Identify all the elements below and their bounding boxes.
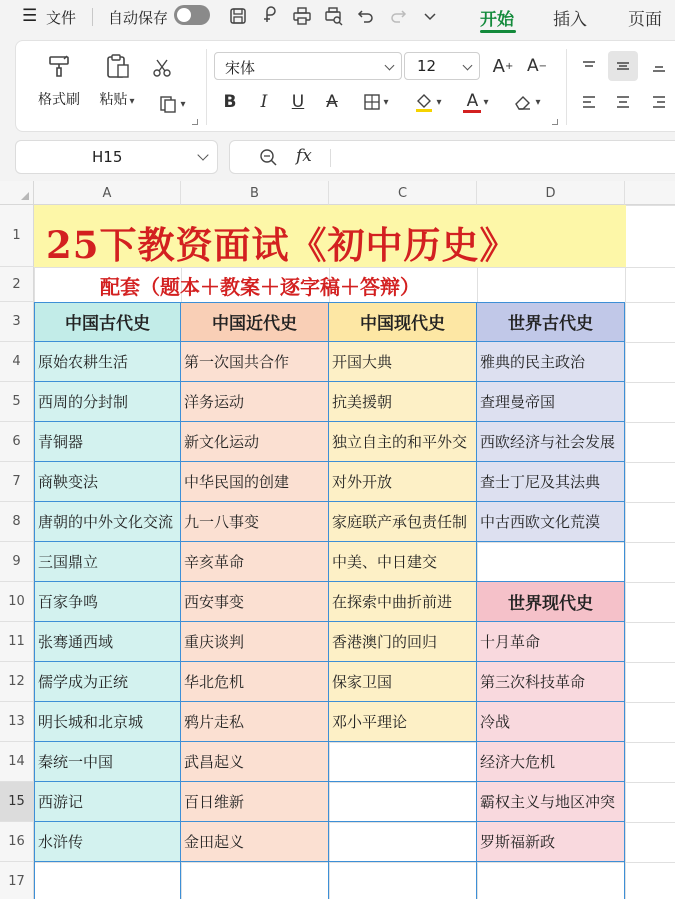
row-header-6[interactable]: 6	[0, 422, 34, 462]
export-icon[interactable]	[258, 4, 282, 28]
data-cell[interactable]: 抗美援朝	[329, 382, 477, 422]
sheet-title: 25下教资面试《初中历史》	[46, 223, 518, 267]
data-cell[interactable]: 秦统一中国	[34, 742, 181, 782]
data-cell[interactable]: 青铜器	[34, 422, 181, 462]
bold-icon[interactable]: B	[223, 92, 237, 112]
hamburger-icon[interactable]: ☰	[22, 6, 38, 26]
file-menu[interactable]: 文件	[46, 9, 77, 27]
clear-format-icon[interactable]: ▾	[506, 89, 548, 115]
data-cell[interactable]	[329, 862, 477, 899]
menu-bar	[0, 0, 675, 34]
tab-home-underline	[480, 30, 516, 33]
fx-icon[interactable]: fx	[296, 146, 312, 166]
column-title-cell[interactable]: 中国古代史	[34, 302, 181, 342]
column-title-cell[interactable]: 世界古代史	[477, 302, 625, 342]
autosave-toggle[interactable]	[174, 5, 210, 25]
column-title-cell[interactable]: 中国现代史	[329, 302, 477, 342]
format-painter-icon	[46, 53, 72, 79]
row-header-15[interactable]: 15	[0, 782, 34, 822]
autosave-label: 自动保存	[108, 9, 169, 27]
column-title-cell[interactable]: 世界现代史	[477, 582, 625, 622]
align-left-icon[interactable]	[576, 89, 602, 115]
align-bottom-icon[interactable]	[646, 53, 672, 79]
data-cell[interactable]: 新文化运动	[181, 422, 329, 462]
data-cell[interactable]: 张骞通西域	[34, 622, 181, 662]
row-header-16[interactable]: 16	[0, 822, 34, 862]
data-cell[interactable]: 香港澳门的回归	[329, 622, 477, 662]
menu-separator	[92, 8, 93, 26]
row-header-17[interactable]: 17	[0, 862, 34, 899]
row-header-1[interactable]: 1	[0, 205, 34, 267]
data-cell[interactable]: 独立自主的和平外交	[329, 422, 477, 462]
formula-separator	[330, 149, 331, 167]
data-cell[interactable]	[477, 862, 625, 899]
font-size-chevron-icon	[463, 61, 473, 71]
data-cell[interactable]	[181, 862, 329, 899]
align-right-icon[interactable]	[646, 89, 672, 115]
row-header-2[interactable]: 2	[0, 267, 34, 302]
data-cell[interactable]: 在探索中曲折前进	[329, 582, 477, 622]
data-cell[interactable]: 查理曼帝国	[477, 382, 625, 422]
row-header-10[interactable]: 10	[0, 582, 34, 622]
data-cell[interactable]: 第一次国共合作	[181, 342, 329, 382]
save-icon[interactable]	[226, 4, 250, 28]
name-box-value: H15	[92, 148, 123, 166]
data-cell[interactable]: 罗斯福新政	[477, 822, 625, 862]
data-cell[interactable]: 唐朝的中外文化交流	[34, 502, 181, 542]
font-launcher-icon[interactable]	[552, 119, 558, 125]
row-header-11[interactable]: 11	[0, 622, 34, 662]
paste-label	[92, 89, 142, 109]
redo-icon[interactable]	[386, 4, 410, 28]
data-cell[interactable]	[34, 862, 181, 899]
row-header-9[interactable]: 9	[0, 542, 34, 582]
data-cell[interactable]: 原始农耕生活	[34, 342, 181, 382]
zoom-icon[interactable]	[258, 147, 278, 171]
row-header-12[interactable]: 12	[0, 662, 34, 702]
paste-label-text: 粘贴	[99, 92, 128, 108]
gridline	[625, 205, 626, 899]
align-top-icon[interactable]	[576, 53, 602, 79]
formula-bar[interactable]	[229, 140, 675, 174]
data-cell[interactable]: 武昌起义	[181, 742, 329, 782]
row-header-14[interactable]: 14	[0, 742, 34, 782]
column-header-d[interactable]: D	[477, 181, 625, 205]
data-cell[interactable]: 中古西欧文化荒漠	[477, 502, 625, 542]
font-size-select[interactable]	[404, 52, 480, 80]
font-name-chevron-icon	[385, 61, 395, 71]
data-cell[interactable]: 保家卫国	[329, 662, 477, 702]
paste-button[interactable]	[92, 53, 142, 109]
cut-icon[interactable]	[148, 55, 176, 81]
data-cell[interactable]: 开国大典	[329, 342, 477, 382]
fill-color-icon[interactable]: ▾	[408, 89, 448, 115]
data-cell[interactable]: 百日维新	[181, 782, 329, 822]
borders-icon[interactable]: ▾	[356, 89, 396, 115]
data-cell[interactable]: 三国鼎立	[34, 542, 181, 582]
data-cell[interactable]: 华北危机	[181, 662, 329, 702]
ribbon-separator	[566, 49, 567, 125]
column-header-c[interactable]: C	[329, 181, 477, 205]
row-header-3[interactable]: 3	[0, 302, 34, 342]
row-header-8[interactable]: 8	[0, 502, 34, 542]
data-cell[interactable]: 中美、中日建交	[329, 542, 477, 582]
data-cell[interactable]: 洋务运动	[181, 382, 329, 422]
align-center-icon[interactable]	[610, 89, 636, 115]
select-all-corner[interactable]	[0, 181, 34, 205]
data-cell[interactable]: 家庭联产承包责任制	[329, 502, 477, 542]
tab-page[interactable]: 页面	[628, 10, 662, 30]
data-cell[interactable]: 经济大危机	[477, 742, 625, 782]
increase-font-icon[interactable]: A +	[492, 55, 514, 77]
copy-icon[interactable]: ▾	[152, 91, 192, 117]
data-cell[interactable]: 儒学成为正统	[34, 662, 181, 702]
data-cell[interactable]: 明长城和北京城	[34, 702, 181, 742]
row-header-4[interactable]: 4	[0, 342, 34, 382]
data-cell[interactable]: 重庆谈判	[181, 622, 329, 662]
data-cell[interactable]: 对外开放	[329, 462, 477, 502]
strikethrough-icon[interactable]: A	[326, 92, 338, 112]
format-painter-label: 格式刷	[38, 92, 80, 108]
data-cell[interactable]: 中华民国的创建	[181, 462, 329, 502]
ribbon-toolbar	[15, 40, 675, 132]
sheet-subtitle: 配套（题本＋教案＋逐字稿＋答辩）	[100, 275, 420, 299]
print-preview-icon[interactable]	[322, 4, 346, 28]
font-name-value: 宋体	[225, 59, 256, 77]
data-cell[interactable]: 霸权主义与地区冲突	[477, 782, 625, 822]
font-name-select[interactable]	[214, 52, 402, 80]
data-cell[interactable]: 冷战	[477, 702, 625, 742]
data-cell[interactable]: 九一八事变	[181, 502, 329, 542]
row-header-7[interactable]: 7	[0, 462, 34, 502]
chevron-down-icon[interactable]	[418, 4, 442, 28]
clipboard-launcher-icon[interactable]	[192, 119, 198, 125]
row-header-5[interactable]: 5	[0, 382, 34, 422]
data-cell[interactable]	[329, 822, 477, 862]
ribbon-separator	[206, 49, 207, 125]
data-cell[interactable]: 西欧经济与社会发展	[477, 422, 625, 462]
data-cell[interactable]	[329, 742, 477, 782]
paste-caret-icon[interactable]: ▾	[129, 96, 135, 107]
font-color-icon[interactable]: A ▾	[456, 89, 496, 115]
data-cell[interactable]: 雅典的民主政治	[477, 342, 625, 382]
italic-icon[interactable]: I	[260, 92, 268, 112]
data-cell[interactable]: 西周的分封制	[34, 382, 181, 422]
column-header-b[interactable]: B	[181, 181, 329, 205]
data-cell[interactable]: 水浒传	[34, 822, 181, 862]
paste-icon	[104, 53, 130, 79]
data-cell[interactable]: 西安事变	[181, 582, 329, 622]
data-cell[interactable]: 百家争鸣	[34, 582, 181, 622]
data-cell[interactable]: 鸦片走私	[181, 702, 329, 742]
column-header-e[interactable]	[625, 181, 675, 205]
data-cell[interactable]: 西游记	[34, 782, 181, 822]
data-cell[interactable]: 第三次科技革命	[477, 662, 625, 702]
table-top-border	[34, 302, 625, 303]
underline-icon[interactable]: U	[291, 92, 305, 112]
data-cell[interactable]: 邓小平理论	[329, 702, 477, 742]
name-box[interactable]	[15, 140, 218, 174]
worksheet-grid[interactable]	[0, 181, 675, 899]
font-size-value: 12	[417, 57, 437, 75]
data-cell[interactable]: 十月革命	[477, 622, 625, 662]
data-cell[interactable]: 查士丁尼及其法典	[477, 462, 625, 502]
tab-home[interactable]: 开始	[480, 10, 514, 30]
align-middle-icon[interactable]	[608, 51, 638, 81]
row-header-13[interactable]: 13	[0, 702, 34, 742]
data-cell[interactable]: 商鞅变法	[34, 462, 181, 502]
print-icon[interactable]	[290, 4, 314, 28]
column-title-cell[interactable]: 中国近代史	[181, 302, 329, 342]
data-cell[interactable]: 辛亥革命	[181, 542, 329, 582]
data-cell[interactable]	[477, 542, 625, 582]
data-cell[interactable]	[329, 782, 477, 822]
undo-icon[interactable]	[354, 4, 378, 28]
column-header-a[interactable]: A	[34, 181, 181, 205]
tab-insert[interactable]: 插入	[553, 10, 587, 30]
name-box-chevron-icon[interactable]	[197, 149, 208, 160]
data-cell[interactable]: 金田起义	[181, 822, 329, 862]
decrease-font-icon[interactable]: A −	[526, 56, 548, 76]
format-painter-button[interactable]	[34, 53, 84, 109]
